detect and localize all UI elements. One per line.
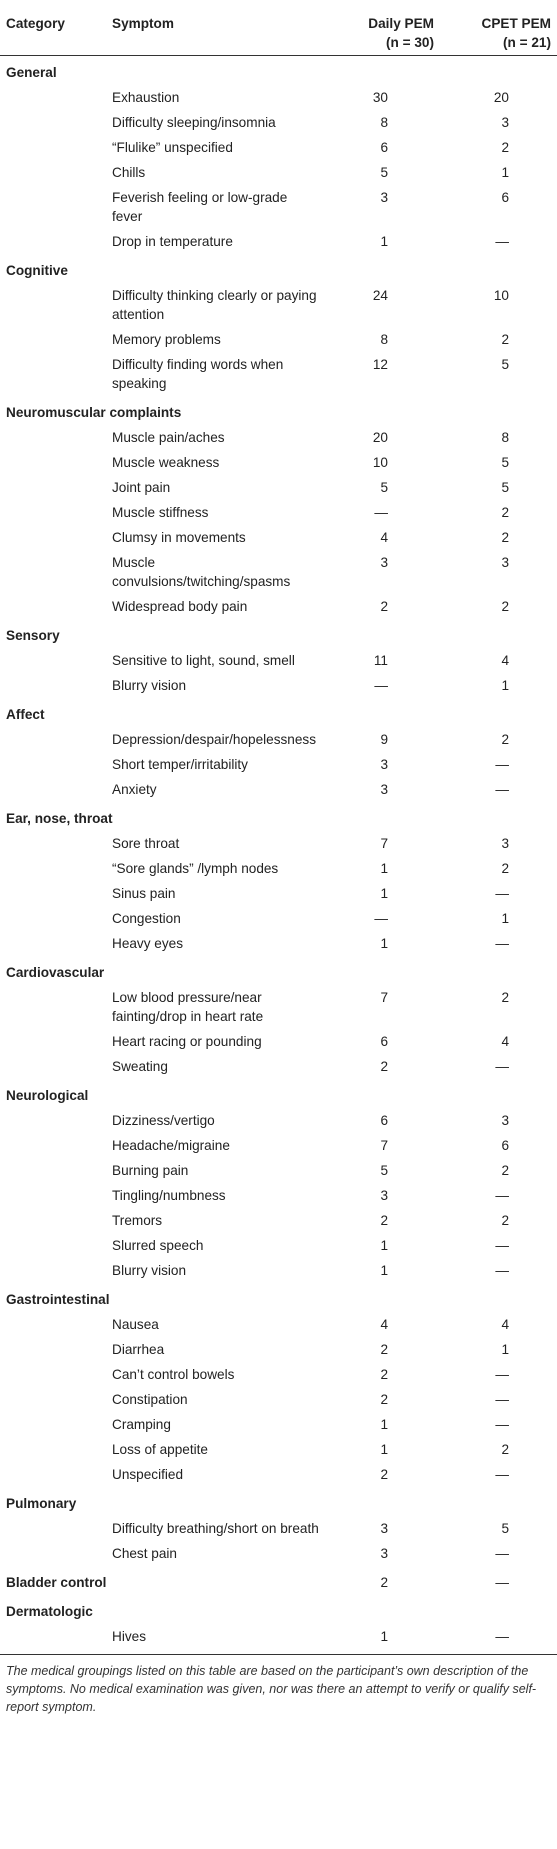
category-cpet-value: [440, 1487, 557, 1516]
table-row: [0, 425, 557, 450]
category-cpet-value: —: [495, 1574, 509, 1590]
category-row: [0, 698, 557, 727]
daily-pem-cell: 8: [380, 114, 388, 130]
cpet-pem-cell: 1: [501, 677, 509, 693]
daily-pem-cell: 11: [373, 652, 388, 668]
symptom-cell: Blurry vision: [112, 677, 187, 693]
table-row: [0, 229, 557, 254]
empty-category-cell: [0, 752, 112, 777]
cpet-pem-cell: 4: [501, 652, 509, 668]
daily-pem-cell: 8: [380, 331, 388, 347]
category-daily-value: 2: [380, 1574, 388, 1590]
daily-pem-cell: 5: [380, 1162, 388, 1178]
daily-pem-cell: 7: [380, 1137, 388, 1153]
category-daily-value: [327, 396, 440, 425]
symptom-cell: Slurred speech: [112, 1237, 204, 1253]
daily-pem-cell: 9: [380, 731, 388, 747]
category-cpet-value: [440, 619, 557, 648]
symptom-cell: Can’t control bowels: [112, 1366, 235, 1382]
empty-category-cell: [0, 1337, 112, 1362]
category-row: [0, 396, 557, 425]
daily-pem-cell: 3: [380, 189, 388, 205]
cpet-pem-cell: 4: [501, 1033, 509, 1049]
daily-pem-cell: 2: [380, 1366, 388, 1382]
header-category: Category: [0, 0, 112, 55]
daily-pem-cell: 3: [380, 781, 388, 797]
symptom-cell: Clumsy in movements: [112, 529, 246, 545]
cpet-pem-cell: —: [495, 1545, 509, 1561]
cpet-pem-cell: 5: [501, 356, 509, 372]
daily-pem-cell: 1: [380, 1416, 388, 1432]
category-label: Gastrointestinal: [6, 1291, 110, 1307]
table-row: [0, 1462, 557, 1487]
table-row: [0, 135, 557, 160]
table-row: [0, 1233, 557, 1258]
category-cpet-value: [440, 1079, 557, 1108]
daily-pem-cell: 1: [380, 233, 388, 249]
category-row: [0, 1595, 557, 1624]
symptom-cell: Exhaustion: [112, 89, 180, 105]
symptom-cell: Drop in temperature: [112, 233, 233, 249]
daily-pem-cell: 6: [380, 1112, 388, 1128]
daily-pem-cell: 3: [380, 1545, 388, 1561]
cpet-pem-cell: —: [495, 1262, 509, 1278]
cpet-pem-cell: 3: [501, 1112, 509, 1128]
table-row: [0, 1337, 557, 1362]
category-label: General: [6, 64, 57, 80]
empty-category-cell: [0, 1541, 112, 1566]
empty-category-cell: [0, 906, 112, 931]
category-row: [0, 1283, 557, 1312]
header-daily-title: Daily PEM: [368, 16, 434, 31]
empty-category-cell: [0, 525, 112, 550]
empty-category-cell: [0, 160, 112, 185]
daily-pem-cell: 2: [380, 1341, 388, 1357]
table-row: [0, 525, 557, 550]
cpet-pem-cell: 6: [501, 189, 509, 205]
daily-pem-cell: 1: [380, 1441, 388, 1457]
symptom-cell: Depression/despair/hopelessness: [112, 731, 317, 747]
category-cpet-value: [440, 1283, 557, 1312]
category-label: Dermatologic: [6, 1603, 93, 1619]
empty-category-cell: [0, 352, 112, 396]
daily-pem-cell: 1: [380, 1237, 388, 1253]
header-cpet-pem: [440, 0, 557, 55]
table-row: [0, 1208, 557, 1233]
category-label: Sensory: [6, 627, 60, 643]
empty-category-cell: [0, 283, 112, 327]
empty-category-cell: [0, 1108, 112, 1133]
symptom-cell: Constipation: [112, 1391, 188, 1407]
cpet-pem-cell: 2: [501, 1441, 509, 1457]
daily-pem-cell: —: [374, 504, 388, 520]
symptom-cell: Difficulty breathing/short on breath: [112, 1520, 319, 1536]
table-body: [0, 55, 557, 1654]
daily-pem-cell: 7: [380, 989, 388, 1005]
table-row: [0, 352, 557, 396]
category-label: Neuromuscular complaints: [6, 404, 182, 420]
cpet-pem-cell: 2: [501, 1212, 509, 1228]
table-row: [0, 985, 557, 1029]
category-row: [0, 1566, 557, 1595]
cpet-pem-cell: 2: [501, 860, 509, 876]
category-row: [0, 254, 557, 283]
cpet-pem-cell: 2: [501, 989, 509, 1005]
empty-category-cell: [0, 1158, 112, 1183]
daily-pem-cell: 1: [380, 935, 388, 951]
symptom-cell: Feverish feeling or low-grade fever: [112, 189, 288, 224]
empty-category-cell: [0, 1412, 112, 1437]
table-row: [0, 283, 557, 327]
cpet-pem-cell: 1: [501, 910, 509, 926]
symptom-cell: Short temper/irritability: [112, 756, 248, 772]
cpet-pem-cell: —: [495, 1416, 509, 1432]
empty-category-cell: [0, 1516, 112, 1541]
table-row: [0, 1133, 557, 1158]
daily-pem-cell: 1: [380, 1262, 388, 1278]
category-row: [0, 1079, 557, 1108]
table-row: [0, 727, 557, 752]
daily-pem-cell: 2: [380, 1058, 388, 1074]
cpet-pem-cell: —: [495, 1366, 509, 1382]
symptom-cell: Difficulty thinking clearly or paying attention: [112, 287, 317, 322]
category-daily-value: [327, 956, 440, 985]
category-label: Cardiovascular: [6, 964, 105, 980]
daily-pem-cell: 6: [380, 1033, 388, 1049]
category-daily-value: [327, 55, 440, 85]
empty-category-cell: [0, 1362, 112, 1387]
daily-pem-cell: 4: [380, 529, 388, 545]
table-row: [0, 1437, 557, 1462]
empty-category-cell: [0, 777, 112, 802]
cpet-pem-cell: 20: [493, 89, 509, 105]
table-row: [0, 1183, 557, 1208]
category-daily-value: [327, 1283, 440, 1312]
empty-category-cell: [0, 475, 112, 500]
category-cpet-value: [440, 396, 557, 425]
category-cpet-value: [440, 956, 557, 985]
cpet-pem-cell: —: [495, 233, 509, 249]
table-row: [0, 1541, 557, 1566]
empty-category-cell: [0, 594, 112, 619]
empty-category-cell: [0, 135, 112, 160]
header-daily-pem: [327, 0, 440, 55]
header-symptom: Symptom: [112, 0, 327, 55]
symptom-cell: Chills: [112, 164, 146, 180]
empty-category-cell: [0, 881, 112, 906]
empty-category-cell: [0, 1208, 112, 1233]
cpet-pem-cell: —: [495, 781, 509, 797]
daily-pem-cell: 24: [372, 287, 388, 303]
category-row: [0, 619, 557, 648]
table-row: [0, 327, 557, 352]
empty-category-cell: [0, 856, 112, 881]
table-footnote: The medical groupings listed on this table are based on the participant’s own description of the symptoms. No medical examination was given, nor was there an attempt to verify or qualify self-report symptom.: [6, 1663, 537, 1714]
table-row: [0, 500, 557, 525]
empty-category-cell: [0, 550, 112, 594]
table-row: [0, 1387, 557, 1412]
category-label: Affect: [6, 706, 45, 722]
table-row: [0, 1412, 557, 1437]
cpet-pem-cell: 5: [501, 454, 509, 470]
table-header: [0, 0, 557, 55]
daily-pem-cell: 4: [380, 1316, 388, 1332]
symptom-cell: Diarrhea: [112, 1341, 165, 1357]
empty-category-cell: [0, 85, 112, 110]
symptom-cell: Difficulty sleeping/insomnia: [112, 114, 276, 130]
daily-pem-cell: 5: [380, 479, 388, 495]
empty-category-cell: [0, 1233, 112, 1258]
cpet-pem-cell: 5: [501, 479, 509, 495]
empty-category-cell: [0, 1133, 112, 1158]
table-row: [0, 1029, 557, 1054]
empty-category-cell: [0, 1183, 112, 1208]
table-row: [0, 450, 557, 475]
cpet-pem-cell: 4: [501, 1316, 509, 1332]
category-cpet-value: [440, 1595, 557, 1624]
table-row: [0, 752, 557, 777]
cpet-pem-cell: 3: [501, 554, 509, 570]
cpet-pem-cell: 2: [501, 504, 509, 520]
table-row: [0, 1108, 557, 1133]
table-row: [0, 110, 557, 135]
symptom-cell: Sweating: [112, 1058, 168, 1074]
cpet-pem-cell: —: [495, 1187, 509, 1203]
cpet-pem-cell: 3: [501, 835, 509, 851]
table-row: [0, 881, 557, 906]
symptom-cell: Heart racing or pounding: [112, 1033, 262, 1049]
cpet-pem-cell: —: [440, 1624, 557, 1655]
table-row: [0, 1258, 557, 1283]
table-row: [0, 856, 557, 881]
empty-category-cell: [0, 327, 112, 352]
symptom-cell: Blurry vision: [112, 1262, 187, 1278]
header-cpet-n: (n = 21): [503, 35, 551, 50]
empty-category-cell: [0, 1437, 112, 1462]
table-row: [0, 906, 557, 931]
daily-pem-cell: 3: [380, 1187, 388, 1203]
cpet-pem-cell: —: [495, 1058, 509, 1074]
table-row: [0, 475, 557, 500]
symptom-cell: Sinus pain: [112, 885, 176, 901]
category-daily-value: [327, 802, 440, 831]
category-daily-value: [327, 1079, 440, 1108]
symptom-cell: Sore throat: [112, 835, 180, 851]
cpet-pem-cell: 1: [501, 1341, 509, 1357]
symptom-cell: Tingling/numbness: [112, 1187, 226, 1203]
empty-category-cell: [0, 985, 112, 1029]
empty-category-cell: [0, 1054, 112, 1079]
empty-category-cell: [0, 1387, 112, 1412]
daily-pem-cell: 7: [380, 835, 388, 851]
cpet-pem-cell: 5: [501, 1520, 509, 1536]
symptom-cell: Nausea: [112, 1316, 159, 1332]
symptom-cell: Congestion: [112, 910, 181, 926]
symptom-cell: Widespread body pain: [112, 598, 248, 614]
cpet-pem-cell: —: [495, 935, 509, 951]
cpet-pem-cell: 2: [501, 598, 509, 614]
category-label: Pulmonary: [6, 1495, 77, 1511]
daily-pem-cell: 6: [380, 139, 388, 155]
cpet-pem-cell: 2: [501, 529, 509, 545]
symptom-cell: Anxiety: [112, 781, 157, 797]
symptom-cell: “Flulike” unspecified: [112, 139, 233, 155]
table-row: [0, 1362, 557, 1387]
empty-category-cell: [0, 450, 112, 475]
category-label: Bladder control: [6, 1574, 107, 1590]
category-cpet-value: [440, 698, 557, 727]
daily-pem-cell: 2: [380, 1466, 388, 1482]
cpet-pem-cell: 8: [501, 429, 509, 445]
cpet-pem-cell: —: [495, 1237, 509, 1253]
cpet-pem-cell: 2: [501, 139, 509, 155]
empty-category-cell: [0, 185, 112, 229]
cpet-pem-cell: —: [495, 885, 509, 901]
category-label: Neurological: [6, 1087, 89, 1103]
symptom-cell: Chest pain: [112, 1545, 177, 1561]
symptom-cell: Unspecified: [112, 1466, 184, 1482]
cpet-pem-cell: 3: [501, 114, 509, 130]
table-row: [0, 594, 557, 619]
empty-category-cell: [0, 500, 112, 525]
symptom-cell: Headache/migraine: [112, 1137, 230, 1153]
category-row: [0, 956, 557, 985]
table-row: [0, 931, 557, 956]
cpet-pem-cell: —: [495, 1391, 509, 1407]
cpet-pem-cell: —: [495, 756, 509, 772]
table-row: [0, 550, 557, 594]
empty-category-cell: [0, 1258, 112, 1283]
daily-pem-cell: 3: [380, 554, 388, 570]
table-row: [0, 1312, 557, 1337]
symptom-cell: Difficulty finding words when speaking: [112, 356, 284, 391]
daily-pem-cell: 3: [380, 1520, 388, 1536]
daily-pem-cell: —: [374, 677, 388, 693]
daily-pem-cell: 2: [380, 1212, 388, 1228]
cpet-pem-cell: 1: [501, 164, 509, 180]
symptom-cell: Loss of appetite: [112, 1441, 208, 1457]
category-cpet-value: [440, 802, 557, 831]
daily-pem-cell: —: [374, 910, 388, 926]
table-row: [0, 85, 557, 110]
symptom-cell: Sensitive to light, sound, smell: [112, 652, 295, 668]
symptom-cell: Burning pain: [112, 1162, 189, 1178]
symptom-cell: Memory problems: [112, 331, 221, 347]
category-daily-value: [327, 619, 440, 648]
category-daily-value: [327, 254, 440, 283]
empty-category-cell: [0, 1462, 112, 1487]
symptom-cell: Dizziness/vertigo: [112, 1112, 215, 1128]
empty-category-cell: [0, 110, 112, 135]
header-daily-n: (n = 30): [386, 35, 434, 50]
category-daily-value: [327, 1595, 440, 1624]
table-row: [0, 831, 557, 856]
category-row: [0, 802, 557, 831]
table-row: [0, 1158, 557, 1183]
empty-category-cell: [0, 673, 112, 698]
daily-pem-cell: 3: [380, 756, 388, 772]
category-daily-value: [327, 1487, 440, 1516]
symptom-cell: Joint pain: [112, 479, 171, 495]
table-row: [0, 185, 557, 229]
table-row: [0, 1054, 557, 1079]
cpet-pem-cell: 2: [501, 731, 509, 747]
symptom-cell: “Sore glands” /lymph nodes: [112, 860, 279, 876]
daily-pem-cell: 10: [372, 454, 388, 470]
cpet-pem-cell: 6: [501, 1137, 509, 1153]
cpet-pem-cell: 2: [501, 1162, 509, 1178]
empty-category-cell: [0, 1312, 112, 1337]
symptom-cell: Cramping: [112, 1416, 171, 1432]
table-row: [0, 777, 557, 802]
daily-pem-cell: 12: [372, 356, 388, 372]
empty-category-cell: [0, 648, 112, 673]
daily-pem-cell: 1: [327, 1624, 440, 1655]
table-row: [0, 648, 557, 673]
cpet-pem-cell: —: [495, 1466, 509, 1482]
symptom-cell: Muscle pain/aches: [112, 429, 225, 445]
cpet-pem-cell: 2: [501, 331, 509, 347]
daily-pem-cell: 1: [380, 885, 388, 901]
category-row: [0, 1487, 557, 1516]
symptom-cell: Muscle convulsions/twitching/spasms: [112, 554, 291, 589]
table-row: [0, 160, 557, 185]
empty-category-cell: [0, 931, 112, 956]
cpet-pem-cell: 10: [493, 287, 509, 303]
symptom-cell: Tremors: [112, 1212, 163, 1228]
symptom-cell: Low blood pressure/near fainting/drop in heart rate: [112, 989, 264, 1024]
category-label: Cognitive: [6, 262, 68, 278]
daily-pem-cell: 20: [372, 429, 388, 445]
category-cpet-value: [440, 254, 557, 283]
symptom-cell: Heavy eyes: [112, 935, 184, 951]
category-cpet-value: [440, 55, 557, 85]
empty-category-cell: [0, 1624, 112, 1655]
table-row: [0, 1624, 557, 1655]
category-row: [0, 55, 557, 85]
empty-category-cell: [0, 229, 112, 254]
empty-category-cell: [0, 831, 112, 856]
daily-pem-cell: 5: [380, 164, 388, 180]
header-cpet-title: CPET PEM: [481, 16, 551, 31]
category-daily-value: [327, 698, 440, 727]
symptom-cell: Muscle stiffness: [112, 504, 209, 520]
empty-category-cell: [0, 727, 112, 752]
symptom-cell: Hives: [112, 1624, 327, 1655]
category-label: Ear, nose, throat: [6, 810, 113, 826]
symptom-cell: Muscle weakness: [112, 454, 220, 470]
table-row: [0, 1516, 557, 1541]
table-row: [0, 673, 557, 698]
empty-category-cell: [0, 425, 112, 450]
daily-pem-cell: 1: [380, 860, 388, 876]
daily-pem-cell: 30: [372, 89, 388, 105]
empty-category-cell: [0, 1029, 112, 1054]
daily-pem-cell: 2: [380, 1391, 388, 1407]
daily-pem-cell: 2: [380, 598, 388, 614]
